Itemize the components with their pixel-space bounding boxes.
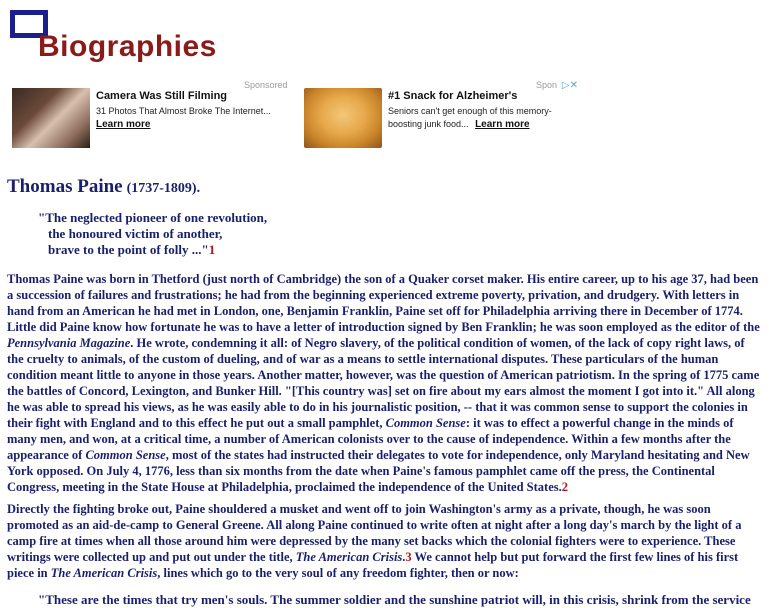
person-name: Thomas Paine (7, 176, 123, 197)
publication-title: The American Crisis (50, 566, 158, 580)
ad-subtitle: Seniors can't get enough of this memory-boosting junk food... (388, 106, 552, 129)
logo-text: Biographies (38, 30, 217, 63)
ad-title[interactable]: #1 Snack for Alzheimer's (388, 90, 518, 102)
ad-image[interactable] (304, 88, 382, 148)
page-title (7, 176, 200, 198)
ad-title[interactable]: Camera Was Still Filming (96, 90, 228, 102)
block-quote: "These are the times that try men's souls. The summer soldier and the sunshine patriot will, in this crisis, shrink from the service (38, 592, 751, 607)
quote-line: brave to the point of folly ..." (48, 242, 209, 257)
footnote-link[interactable]: 3 (405, 550, 412, 564)
quote-line: "The neglected pioneer of one revolution, (38, 210, 268, 225)
site-logo[interactable] (8, 8, 218, 64)
sponsored-ad-1[interactable] (12, 80, 288, 152)
body-paragraph: Thomas Paine was born in Thetford (just north of Cambridge) the son of a Quaker corset maker. His entire career, up to his age 37, had been a succession of failures and frustrations; he had from the beginning experienced extreme poverty, privation, and drudgery. With letters in hand from an American he had met in London, one, Benjamin Franklin, Paine set off for Philadelphia arriving there in December of 1774. Little did Paine know how fortunate he was to have a letter of introduction signed by Ben Franklin; he was soon employed as the editor of the Pennsylvania Magazine. He wrote, condemning it all: of Negro slavery, of the political condition of women, of the lack of copy right laws, of the cruelty to animals, of the custom of dueling, and of war as a means to settle international disputes. These particulars of the human condition meant little to anyone in those years. Another matter, however, was the question of American patriotism. In the spring of 1775 came the battles of Concord, Lexington, and Bunker Hill. "[This country was] set on fire about my ears almost the moment I got into it." All along he was able to spread his views, as he was easily able to do in his journalistic position, -- that it was common sense to support the colonies in their fight with England and to this effect he put out a small pamphlet, Common Sense: it was to effect a powerful change in the minds of many men, and won, at a critical time, a number of American colonists over to the cause of independence. Within a few months after the appearance of Common Sense, most of the states had instructed their delegates to vote for independence, only Maryland hesitating and New York opposed. On July 4, 1776, less than six months from the date when Paine's famous pamphlet came off the press, the Continental Congress, meeting in the State House at Philadelphia, proclaimed the independence of the United States.2 (7, 272, 760, 494)
publication-title: Pennsylvania Magazine (7, 336, 131, 350)
publication-title: Common Sense (85, 448, 166, 462)
body-paragraph: Directly the fighting broke out, Paine shouldered a musket and went off to join Washington's army as a private, though, he was soon promoted as an aid-de-camp to General Greene. All along Paine continued to write often at night after a long day's march by the light of a camp fire at times when all those around him were depressed by the many set backs which the colonial fighters were to experience. These writings were collected up and put out under the title, The American Crisis.3 We cannot help but put forward the first few lines of his first piece in The American Crisis, lines which go to the very soul of any freedom fighter, then or now: (7, 502, 742, 580)
footnote-link[interactable]: 1 (208, 242, 216, 257)
publication-title: The American Crisis (295, 550, 403, 564)
sponsored-label: Sponsored (244, 80, 288, 90)
learn-more-link[interactable]: Learn more (96, 119, 151, 130)
adchoices-icon[interactable]: ▷✕ (561, 80, 578, 91)
sponsored-ad-2[interactable] (304, 80, 580, 152)
person-dates: (1737-1809). (126, 181, 201, 196)
sponsored-label: Spon (536, 80, 558, 90)
ad-image[interactable] (12, 88, 90, 148)
epigraph-quote (38, 210, 267, 258)
quote-line: the honoured victim of another, (48, 226, 223, 241)
learn-more-link[interactable]: Learn more (475, 119, 530, 130)
footnote-link[interactable]: 2 (561, 480, 568, 494)
publication-title: Common Sense (385, 416, 466, 430)
ad-subtitle: 31 Photos That Almost Broke The Internet... (96, 106, 271, 116)
